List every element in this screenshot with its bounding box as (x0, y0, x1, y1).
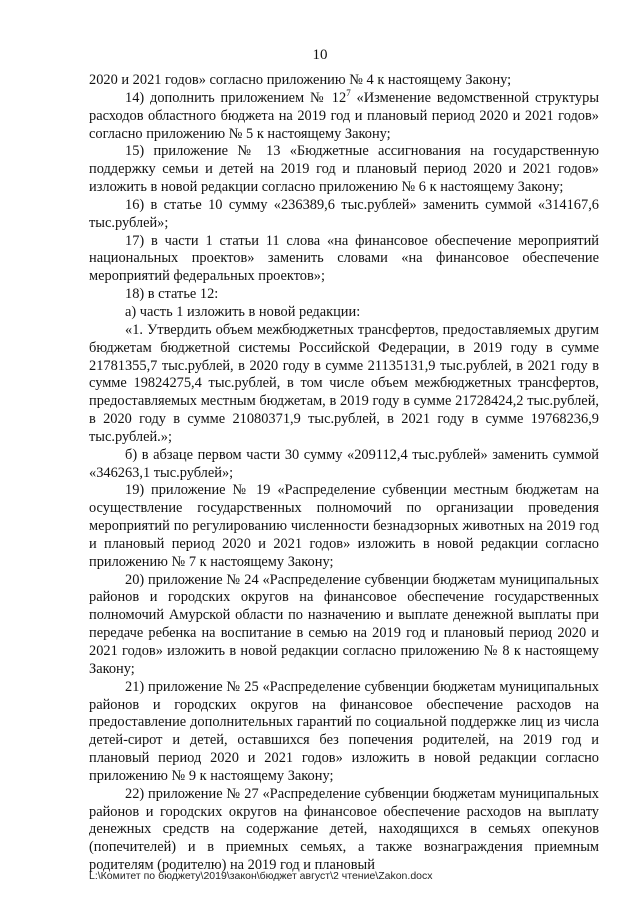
paragraph: 22) приложение № 27 «Распределение субвенции бюджетам муниципальных районов и городских округов на финансовое обеспечение расходов на выплату денежных средств на содержание детей, находящихся в семьях опекунов (попечителей) и в приемных семьях, а также вознаграждения приемным родителям (родителю) на 2019 год и плановый (89, 785, 599, 874)
paragraph: 20) приложение № 24 «Распределение субвенции бюджетам муниципальных районов и городских округов на финансовое обеспечение государственных полномочий Амурской области по назначению и выплате денежной выплаты при передаче ребенка на воспитание в семью на 2019 год и плановый период 2020 и 2021 годов» изложить в новой редакции согласно приложению № 8 к настоящему Закону; (89, 571, 599, 677)
paragraph: 18) в статье 12: (125, 286, 219, 303)
paragraph: 14) дополнить приложением № $12^7$ «Изменение ведомственной структуры расходов областного бюджета на 2019 год и плановый период 2020 и 2021 годов» согласно приложению № 5 к настоящему Закону; (89, 87, 599, 142)
superscript: 7 (346, 87, 351, 98)
paragraph: 21) приложение № 25 «Распределение субвенции бюджетам муниципальных районов и городских округов на финансовое обеспечение расходов на предоставление дополнительных гарантий по социальной поддержке лиц из числа детей-сирот и детей, оставшихся без попечения родителей, на 2019 год и плановый период 2020 и 2021 годов» изложить в новой редакции согласно приложению № 9 к настоящему Закону; (89, 678, 599, 784)
document-body (89, 72, 599, 875)
file-path-footer: L:\Комитет по бюджету\2019\закон\бюджет август\2 чтение\Zakon.docx (89, 870, 433, 882)
paragraph: 15) приложение № 13 «Бюджетные ассигнования на государственную поддержку семьи и детей на 2019 год и плановый период 2020 и 2021 годов» изложить в новой редакции согласно приложению № 6 к настоящему Закону; (89, 143, 599, 196)
paragraph: б) в абзаце первом части 30 сумму «209112,4 тыс.рублей» заменить суммой «346263,1 тыс.рублей»; (89, 446, 599, 481)
page-number: 10 (312, 47, 328, 63)
paragraph: 17) в части 1 статьи 11 слова «на финансовое обеспечение мероприятий национальных проектов» заменить словами «на финансовое обеспечение мероприятий федеральных проектов»; (89, 232, 599, 285)
paragraph: а) часть 1 изложить в новой редакции: (125, 303, 361, 320)
paragraph: «1. Утвердить объем межбюджетных трансфертов, предоставляемых другим бюджетам бюджетной системы Российской Федерации, в 2019 году в сумме 21781355,7 тыс.рублей, в 2020 году в сумме 21135131,9 тыс.рублей, в 2021 году в сумме 19824275,4 тыс.рублей, в том числе объем межбюджетных трансфертов, предоставляемых местным бюджетам, в 2019 году в сумме 21728424,2 тыс.рублей, в 2020 году в сумме 21080371,9 тыс.рублей, в 2021 году в сумме 19768236,9 тыс.рублей.»; (89, 321, 599, 445)
paragraph: 2020 и 2021 годов» согласно приложению № 4 к настоящему Закону; (89, 72, 512, 88)
paragraph: 19) приложение № 19 «Распределение субвенции местным бюджетам на осуществление государственных полномочий по организации проведения мероприятий по регулированию численности безнадзорных животных на 2019 год и плановый период 2020 и 2021 годов» изложить в новой редакции согласно приложению № 7 к настоящему Закону; (89, 482, 599, 570)
paragraph: 16) в статье 10 сумму «236389,6 тыс.рублей» заменить суммой «314167,6 тыс.рублей»; (89, 196, 599, 231)
